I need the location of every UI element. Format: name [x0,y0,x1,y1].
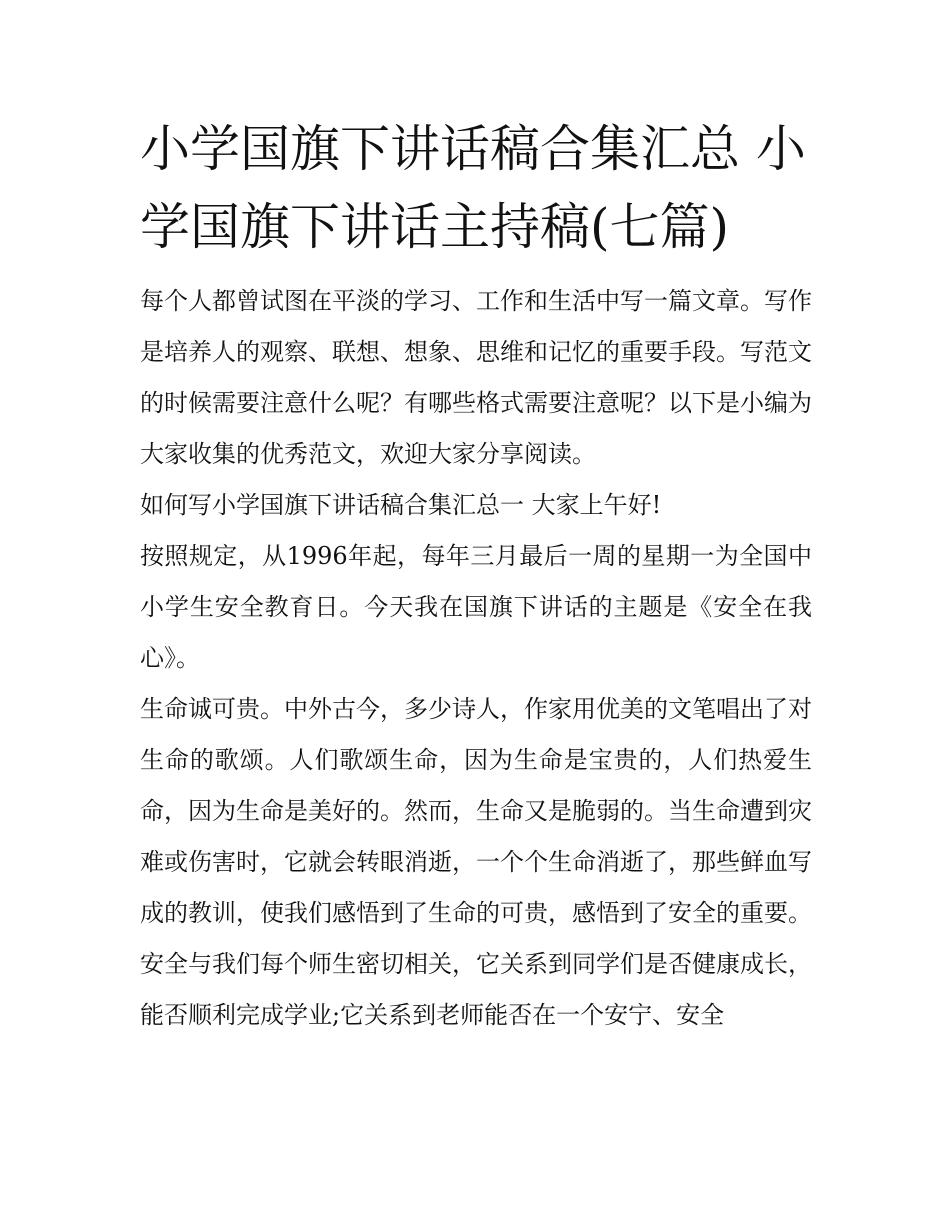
paragraph-safety-related: 安全与我们每个师生密切相关，它关系到同学们是否健康成长，能否顺利完成学业;它关系到老师能否在一个安宁、安全 [140,950,812,1029]
paragraph-safety-day: 按照规定，从1996年起，每年三月最后一周的星期一为全国中小学生安全教育日。今天我在国旗下讲话的主题是《安全在我心》。 [140,542,812,672]
paragraph-life-precious: 生命诚可贵。中外古今，多少诗人，作家用优美的文笔唱出了对生命的歌颂。人们歌颂生命，因为生命是宝贵的，人们热爱生命，因为生命是美好的。然而，生命又是脆弱的。当生命遭到灾难或伤害时，它就会转眼消逝，一个个生命消逝了，那些鲜血写成的教训，使我们感悟到了生命的可贵，感悟到了安全的重要。 [140,695,812,927]
document-title: 小学国旗下讲话稿合集汇总 小学国旗下讲话主持稿(七篇) [140,120,806,256]
paragraph-intro: 每个人都曾试图在平淡的学习、工作和生活中写一篇文章。写作是培养人的观察、联想、想象、思维和记忆的重要手段。写范文的时候需要注意什么呢？有哪些格式需要注意呢？以下是小编为大家收集的优秀范文，欢迎大家分享阅读。 [140,287,812,468]
document-body [140,276,812,1041]
paragraph-greeting: 如何写小学国旗下讲话稿合集汇总一 大家上午好! [140,491,662,519]
